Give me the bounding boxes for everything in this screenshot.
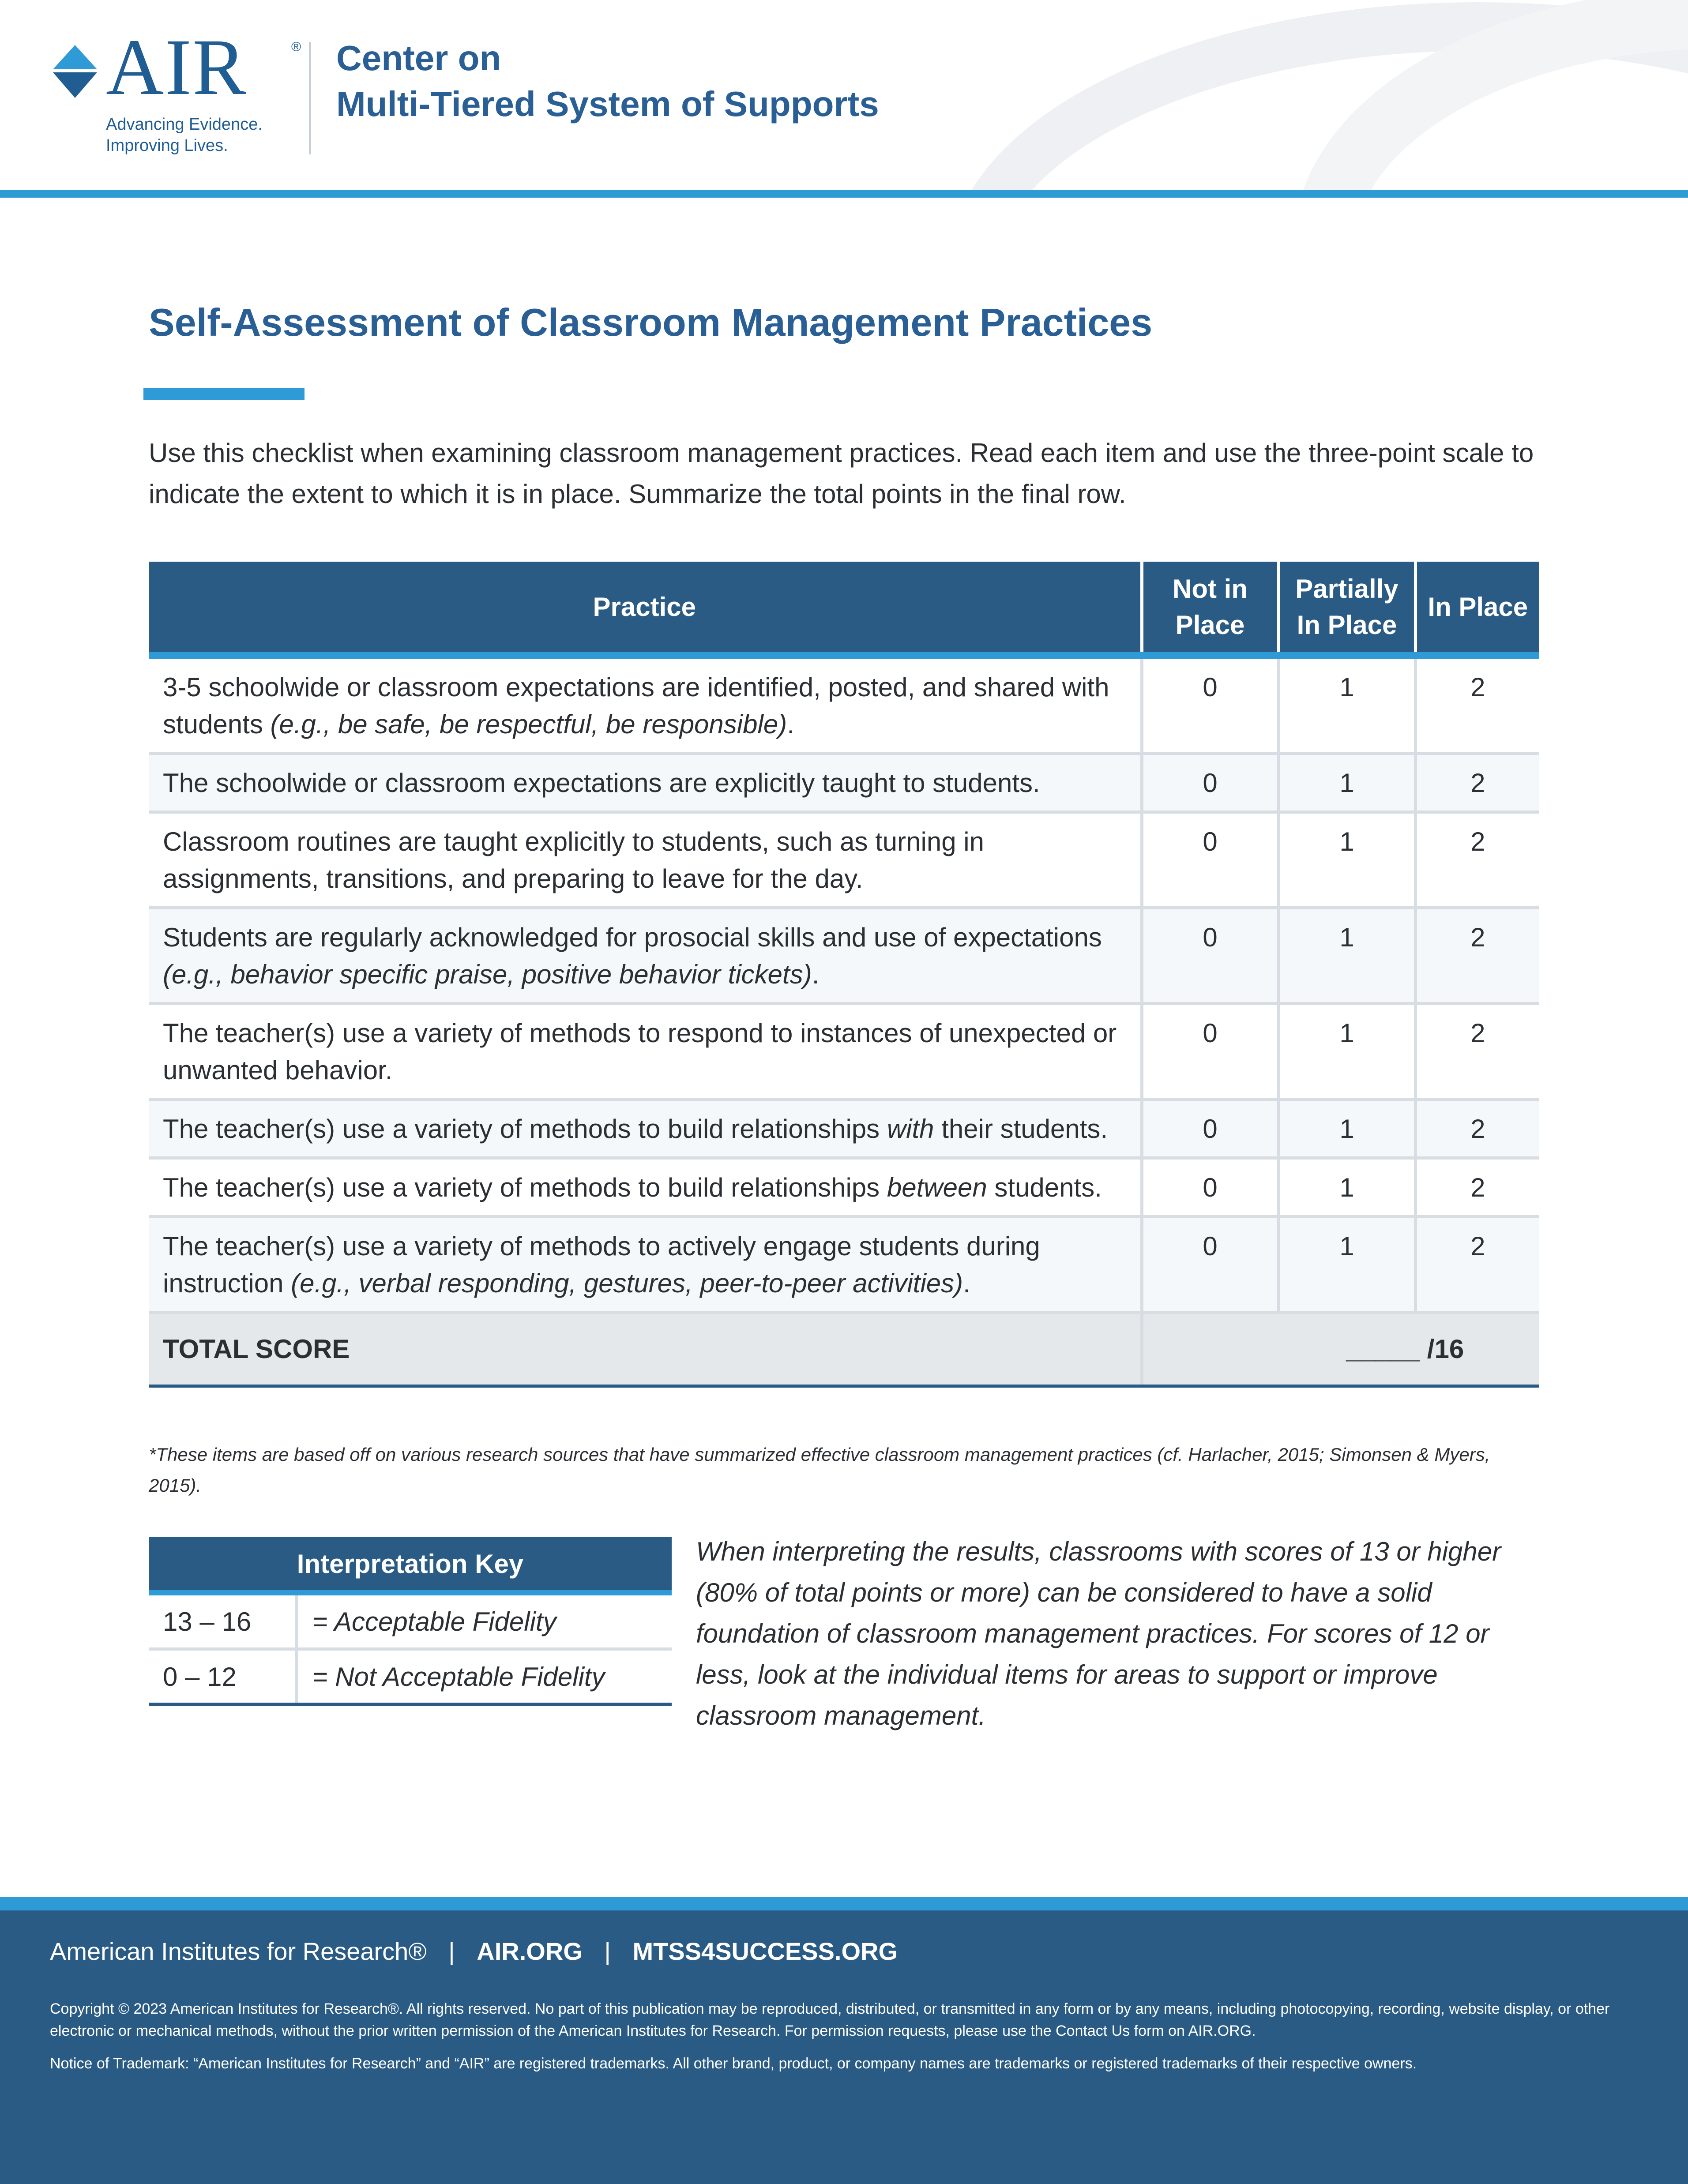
practice-cell: 3-5 schoolwide or classroom expectations are identified, posted, and shared with students (e.g., be safe, be respectful, be responsible). (149, 656, 1142, 754)
footer-org-name: American Institutes for Research® (50, 1937, 427, 1965)
practices-table (149, 562, 1539, 1388)
table-header-row (149, 562, 1539, 656)
practice-cell: Students are regularly acknowledged for prosocial skills and use of expectations (e.g., behavior specific praise, positive behavior tickets). (149, 908, 1142, 1004)
practice-cell: The teacher(s) use a variety of methods to build relationships between students. (149, 1158, 1142, 1217)
score-partially-in-place[interactable]: 1 (1278, 1100, 1415, 1158)
score-not-in-place[interactable]: 0 (1142, 812, 1278, 908)
page-title: Self-Assessment of Classroom Management Practices (149, 300, 1153, 344)
key-header-row (149, 1537, 672, 1593)
score-in-place[interactable]: 2 (1415, 1217, 1539, 1313)
logo-registered-mark: ® (291, 40, 301, 54)
score-not-in-place[interactable]: 0 (1142, 754, 1278, 812)
header-partially-in-place: Partially In Place (1278, 562, 1415, 656)
score-in-place[interactable]: 2 (1415, 656, 1539, 754)
score-in-place[interactable]: 2 (1415, 908, 1539, 1004)
intro-paragraph: Use this checklist when examining classroom management practices. Read each item and use the three-point scale to indicate the extent to which it is in place. Summarize the total points in the final row. (149, 438, 1534, 509)
page-header (0, 0, 1688, 190)
practice-cell: The schoolwide or classroom expectations are explicitly taught to students. (149, 754, 1142, 812)
score-partially-in-place[interactable]: 1 (1278, 1217, 1415, 1313)
table-row (149, 754, 1539, 812)
table-row (149, 1217, 1539, 1313)
total-score-row (149, 1313, 1539, 1386)
table-row (149, 812, 1539, 908)
page-footer (0, 1910, 1688, 2184)
score-in-place[interactable]: 2 (1415, 812, 1539, 908)
key-range: 0 – 12 (149, 1649, 297, 1704)
score-not-in-place[interactable]: 0 (1142, 1100, 1278, 1158)
score-in-place[interactable]: 2 (1415, 754, 1539, 812)
score-not-in-place[interactable]: 0 (1142, 1158, 1278, 1217)
score-in-place[interactable]: 2 (1415, 1004, 1539, 1100)
footer-link-mtss[interactable]: MTSS4SUCCESS.ORG (632, 1937, 898, 1965)
practice-cell: The teacher(s) use a variety of methods to build relationships with their students. (149, 1100, 1142, 1158)
footer-separator: | (448, 1937, 455, 1965)
footer-copyright: Copyright © 2023 American Institutes for Research®. All rights reserved. No part of this publication may be reproduced, distributed, or transmitted in any form or by any means, including photocopying, recording, website display, or other electronic or mechanical methods, without the prior written permission of the American Institutes for Research. For permission requests, please use the Contact Us form on AIR.ORG. (50, 2000, 1610, 2039)
logo-tagline (106, 114, 263, 156)
score-in-place[interactable]: 2 (1415, 1158, 1539, 1217)
total-score-blank[interactable]: _____ /16 (1346, 1334, 1464, 1364)
total-score-label: TOTAL SCORE (149, 1313, 1142, 1386)
air-logo (53, 23, 301, 159)
tagline-line-2: Improving Lives. (106, 136, 228, 155)
header-divider (309, 42, 311, 154)
footnote: *These items are based off on various research sources that have summarized effective classroom management practices (cf. Harlacher, 2015; Simonsen & Myers, 2015). (149, 1444, 1490, 1496)
footer-links (50, 1937, 898, 1966)
logo-wordmark: AIR (106, 23, 247, 112)
title-underline (143, 388, 305, 400)
key-label: = Acceptable Fidelity (312, 1606, 556, 1636)
footer-accent-rule (0, 1897, 1688, 1910)
footer-separator: | (604, 1937, 611, 1965)
center-title-line-1: Center on (336, 38, 501, 78)
practice-cell: The teacher(s) use a variety of methods to actively engage students during instruction (e.g., verbal responding, gestures, peer-to-peer activities). (149, 1217, 1142, 1313)
air-diamond-logo-icon (53, 45, 97, 98)
table-row (149, 656, 1539, 754)
score-not-in-place[interactable]: 0 (1142, 1217, 1278, 1313)
score-partially-in-place[interactable]: 1 (1278, 1158, 1415, 1217)
tagline-line-1: Advancing Evidence. (106, 115, 263, 134)
key-row-not-acceptable (149, 1649, 672, 1704)
footer-link-air[interactable]: AIR.ORG (477, 1937, 583, 1965)
score-partially-in-place[interactable]: 1 (1278, 1004, 1415, 1100)
score-in-place[interactable]: 2 (1415, 1100, 1539, 1158)
score-partially-in-place[interactable]: 1 (1278, 754, 1415, 812)
score-not-in-place[interactable]: 0 (1142, 1004, 1278, 1100)
header-not-in-place: Not in Place (1142, 562, 1278, 656)
interpretation-explanation: When interpreting the results, classrooms with scores of 13 or higher (80% of total points or more) can be considered to have a solid foundation of classroom management practices. For scores of 12 or less, look at the individual items for areas to support or improve classroom management. (696, 1537, 1501, 1730)
header-practice: Practice (149, 562, 1142, 656)
footer-trademark: Notice of Trademark: “American Institutes for Research” and “AIR” are registered trademarks. All other brand, product, or company names are trademarks or registered trademarks of their respective owners. (50, 2055, 1417, 2072)
table-row (149, 1100, 1539, 1158)
score-not-in-place[interactable]: 0 (1142, 908, 1278, 1004)
table-row (149, 908, 1539, 1004)
header-accent-rule (0, 190, 1688, 198)
score-partially-in-place[interactable]: 1 (1278, 656, 1415, 754)
total-score-field[interactable] (1142, 1313, 1539, 1386)
score-not-in-place[interactable]: 0 (1142, 656, 1278, 754)
score-partially-in-place[interactable]: 1 (1278, 908, 1415, 1004)
key-label: = Not Acceptable Fidelity (297, 1649, 672, 1704)
key-row-acceptable (149, 1593, 672, 1649)
table-row (149, 1158, 1539, 1217)
score-partially-in-place[interactable]: 1 (1278, 812, 1415, 908)
header-in-place: In Place (1415, 562, 1539, 656)
interpretation-key-heading: Interpretation Key (149, 1537, 672, 1593)
table-row (149, 1004, 1539, 1100)
practice-cell: The teacher(s) use a variety of methods to respond to instances of unexpected or unwanted behavior. (149, 1004, 1142, 1100)
center-title (336, 35, 879, 127)
key-range: 13 – 16 (149, 1593, 297, 1649)
practice-cell: Classroom routines are taught explicitly to students, such as turning in assignments, transitions, and preparing to leave for the day. (149, 812, 1142, 908)
center-title-line-2: Multi-Tiered System of Supports (336, 84, 879, 124)
interpretation-key-table (149, 1537, 672, 1706)
